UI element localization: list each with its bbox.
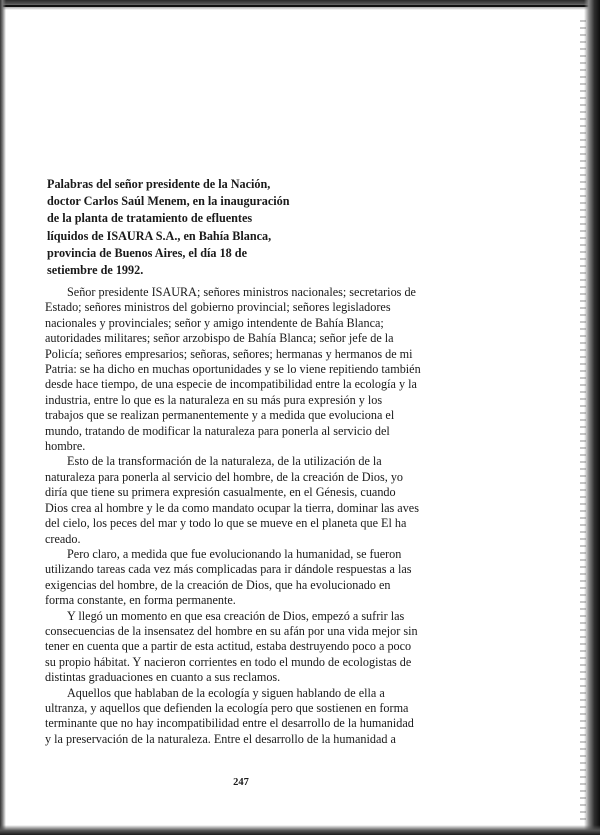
body-line: desde hace tiempo, de una especie de incompatibilidad entre la ecología y la [45,377,417,392]
body-line: consecuencias de la insensatez del hombre en su afán por una vida mejor sin [45,623,418,638]
heading-line: doctor Carlos Saúl Menem, en la inauguración [47,194,290,209]
speech-heading [47,176,347,279]
body-line: Esto de la transformación de la naturaleza, de la utilización de la [67,454,382,469]
body-line: Policía; señores empresarios; señoras, señores; hermanas y hermanos de mi [45,346,413,361]
scan-edge-top-rule [0,5,600,7]
page-number: 247 [233,777,249,788]
body-line: Aquellos que hablaban de la ecología y siguen hablando de ella a [67,685,385,700]
body-line: distintas graduaciones en cuanto a sus reclamos. [45,670,281,685]
body-line: Patria: se ha dicho en muchas oportunidades y se lo viene repitiendo también [45,362,421,377]
body-line: naturaleza para ponerla al servicio del hombre, de la creación de Dios, yo [45,469,404,484]
body-line: Estado; señores ministros del gobierno provincial; señores legisladores [45,300,391,315]
body-line: diría que tiene su primera expresión casualmente, en el Génesis, cuando [45,485,396,500]
scan-edge-right [584,0,600,835]
body-line: Señor presidente ISAURA; señores ministros nacionales; secretarios de [67,285,416,299]
speech-body [45,285,455,747]
body-line: industria, entre lo que es la naturaleza en su más pura expresión y los [45,392,383,407]
body-line: Pero claro, a medida que fue evolucionando la humanidad, se fueron [67,546,402,561]
body-line: y la preservación de la naturaleza. Entre el desarrollo de la humanidad a [45,731,396,746]
body-line: forma constante, en forma permanente. [45,593,236,608]
body-line: hombre. [45,439,86,454]
body-line: Dios crea al hombre y le da como mandato ocupar la tierra, dominar las aves [45,500,419,515]
heading-line: setiembre de 1992. [47,263,144,278]
heading-line: de la planta de tratamiento de efluentes [47,211,253,226]
body-line: autoridades militares; señor arzobispo de Bahía Blanca; señor jefe de la [45,331,394,346]
scan-edge-bottom [0,825,600,835]
body-line: tener en cuenta que a partir de esta actitud, estaba destruyendo poco a poco [45,639,412,654]
body-line: Y llegó un momento en que esa creación de Dios, empezó a sufrir las [67,608,405,623]
body-line: terminante que no hay incompatibilidad entre el desarrollo de la humanidad [45,716,414,731]
heading-line: Palabras del señor presidente de la Nación, [47,177,271,191]
body-line: utilizando tareas cada vez más complicadas para ir dándole respuestas a las [45,562,412,577]
body-line: su propio hábitat. Y nacieron corrientes en todo el mundo de ecologistas de [45,654,412,669]
body-line: del cielo, los peces del mar y todo lo que se mueve en el planeta que El ha [45,516,407,531]
heading-line: líquidos de ISAURA S.A., en Bahía Blanca, [47,228,272,243]
body-line: mundo, tratando de modificar la naturaleza para ponerla al servicio del [45,423,390,438]
heading-line: provincia de Buenos Aires, el día 18 de [47,245,247,260]
scan-edge-left [0,0,6,835]
body-line: trabajos que se realizan permanentemente y a medida que evoluciona el [45,408,395,423]
scan-edge-right-speckle [580,20,586,820]
body-line: exigencias del hombre, de la creación de Dios, que ha evolucionado en [45,577,391,592]
body-line: creado. [45,531,81,546]
body-line: ultranza, y aquellos que defienden la ecología pero que sostienen en forma [45,700,409,715]
body-line: nacionales y provinciales; señor y amigo intendente de Bahía Blanca; [45,315,384,330]
